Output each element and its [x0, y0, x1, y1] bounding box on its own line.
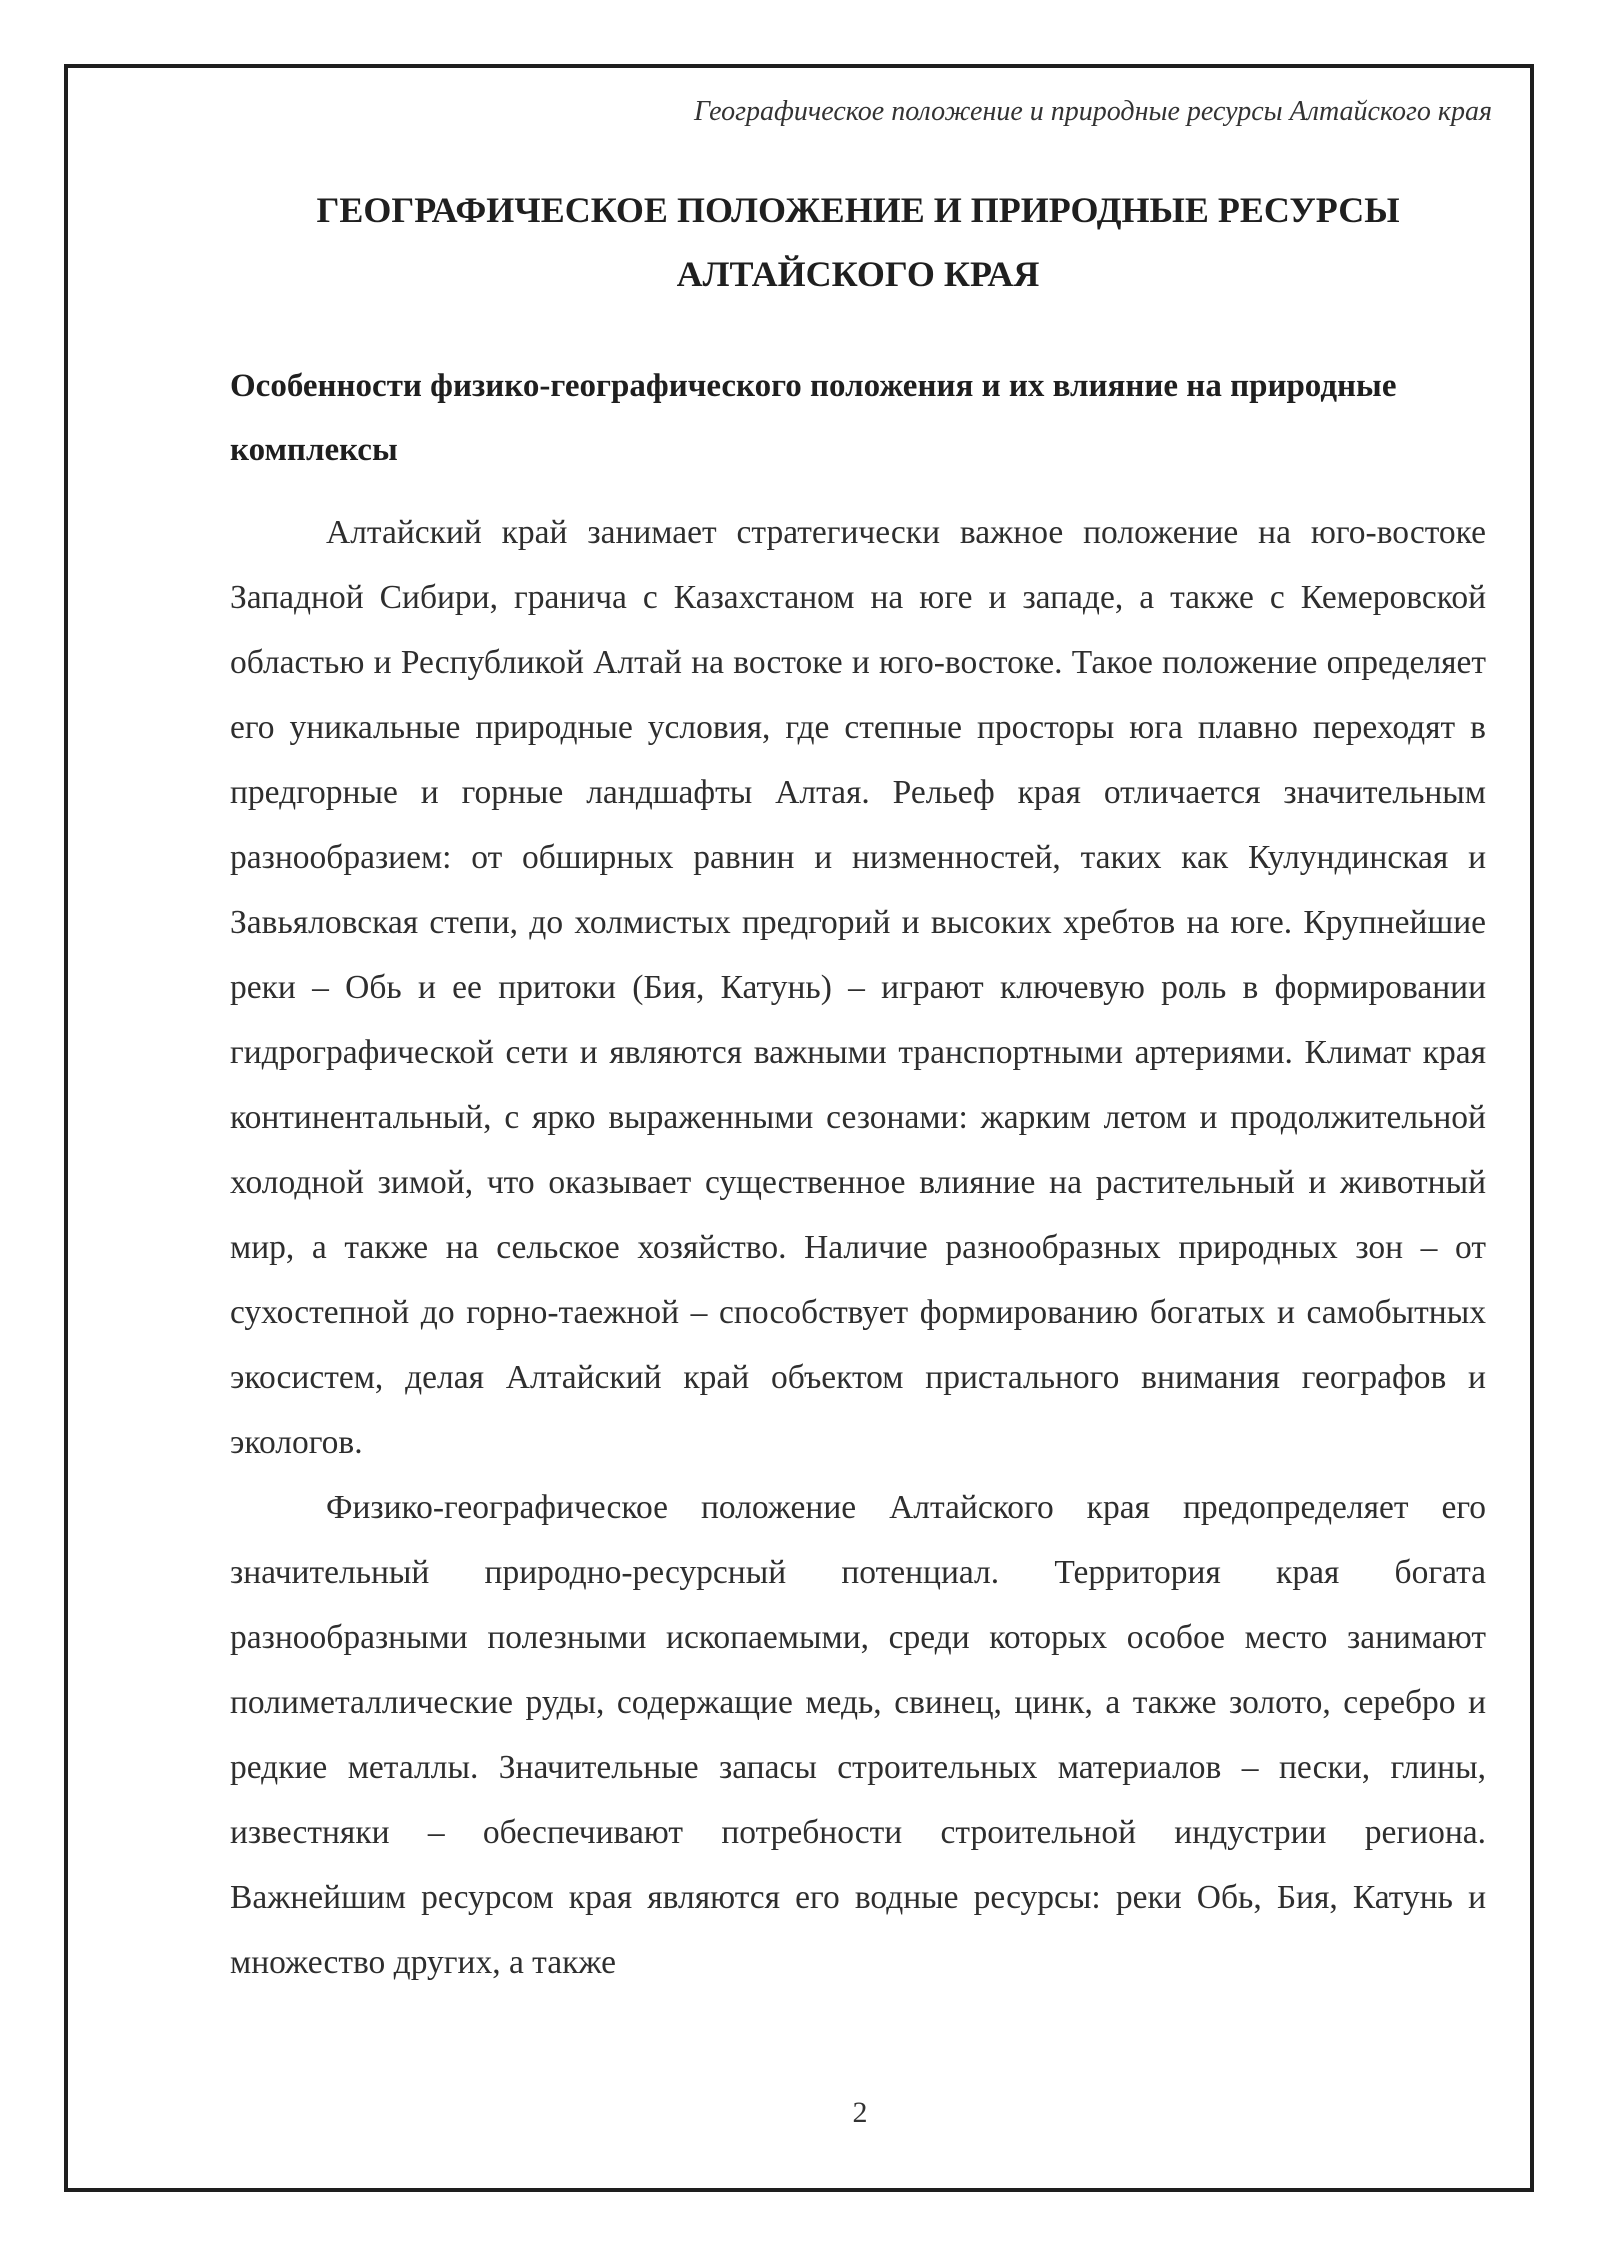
body-text — [230, 500, 1486, 1995]
paragraph-1: Алтайский край занимает стратегически важное положение на юго-востоке Западной Сибири, гранича с Казахстаном на юге и западе, а также с Кемеровской областью и Республикой Алтай на востоке и юго-востоке. Такое положение определяет его уникальные природные условия, где степные просторы юга плавно переходят в предгорные и горные ландшафты Алтая. Рельеф края отличается значительным разнообразием: от обширных равнин и низменностей, таких как Кулундинская и Завьяловская степи, до холмистых предгорий и высоких хребтов на юге. Крупнейшие реки – Обь и ее притоки (Бия, Катунь) – играют ключевую роль в формировании гидрографической сети и являются важными транспортными артериями. Климат края континентальный, с ярко выраженными сезонами: жарким летом и продолжительной холодной зимой, что оказывает существенное влияние на растительный и животный мир, а также на сельское хозяйство. Наличие разнообразных природных зон – от сухостепной до горно-таежной – способствует формированию богатых и самобытных экосистем, делая Алтайский край объектом пристального внимания географов и экологов. — [230, 514, 1486, 1461]
page-number: 2 — [852, 2096, 868, 2129]
paragraph-2: Физико-географическое положение Алтайского края предопределяет его значительный природно-ресурсный потенциал. Территория края богата разнообразными полезными ископаемыми, среди которых особое место занимают полиметаллические руды, содержащие медь, свинец, цинк, а также золото, серебро и редкие металлы. Значительные запасы строительных материалов – пески, глины, известняки – обеспечивают потребности строительной индустрии региона. Важнейшим ресурсом края являются его водные ресурсы: реки Обь, Бия, Катунь и множество других, а также — [230, 1489, 1486, 1981]
section-heading: Особенности физико-географического положения и их влияние на природные комплексы — [230, 368, 1397, 468]
title-line-2: АЛТАЙСКОГО КРАЯ — [676, 254, 1040, 294]
title-line-1: ГЕОГРАФИЧЕСКОЕ ПОЛОЖЕНИЕ И ПРИРОДНЫЕ РЕСУРСЫ — [316, 190, 1400, 230]
running-header: Географическое положение и природные ресурсы Алтайского края — [693, 96, 1492, 127]
